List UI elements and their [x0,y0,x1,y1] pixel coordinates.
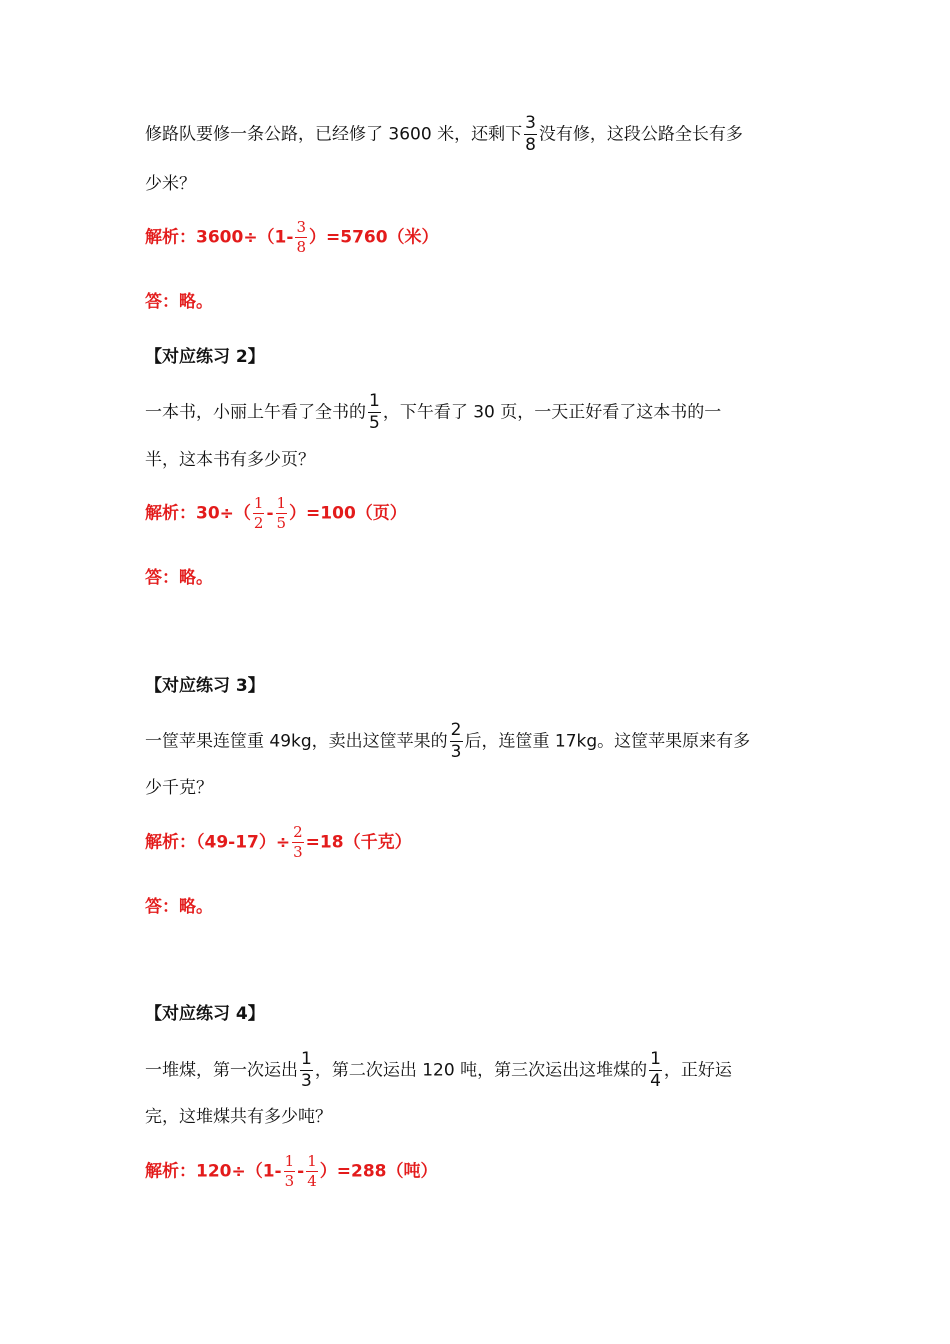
problem-3-question-line-1 [145,722,750,761]
problem-1-question-line-2: 少米？ [145,174,196,194]
fraction [295,220,307,255]
numerator: 2 [293,823,303,841]
fraction [292,825,304,860]
numerator: 3 [525,113,536,133]
fraction [524,115,537,154]
text: ，下午看了 30 页，一天正好看了这本书的一 [382,402,722,423]
denominator: 4 [307,1172,317,1190]
text: 一堆煤，第一次运出 [145,1060,298,1081]
denominator: 3 [301,1071,312,1091]
problem-2-answer: 答：略。 [145,568,213,588]
minus-sign: - [297,1161,305,1182]
denominator: 5 [369,413,380,433]
problem-4-question-line-1 [145,1051,732,1090]
numerator: 1 [301,1049,312,1069]
denominator: 3 [450,742,462,762]
text: 一本书，小丽上午看了全书的 [145,402,366,423]
fraction [306,1154,318,1189]
text: 解析：120÷（1- [145,1161,282,1182]
text: 解析：（49-17）÷ [145,832,291,853]
numerator: 3 [296,218,306,236]
fraction [284,1154,296,1189]
denominator: 4 [650,1071,661,1091]
numerator: 1 [284,1152,295,1170]
numerator: 1 [276,494,287,512]
problem-4-solution [145,1154,438,1189]
text: ）=100（页） [289,503,407,524]
problem-3-answer: 答：略。 [145,897,213,917]
denominator: 8 [296,238,306,256]
problem-2-question-line-1 [145,393,721,432]
fraction [276,496,288,531]
text: 后，连筐重 17kg。这筐苹果原来有多 [464,731,751,752]
denominator: 2 [253,514,264,532]
problem-4-question-line-2: 完，这堆煤共有多少吨？ [145,1107,332,1127]
fraction [253,496,265,531]
problem-3-heading: 【对应练习 3】 [145,676,265,696]
problem-2-question-line-2: 半，这本书有多少页？ [145,450,315,470]
problem-1-solution [145,220,439,255]
numerator: 1 [369,391,380,411]
problem-1-answer: 答：略。 [145,292,213,312]
fraction [300,1051,313,1090]
text: ）=288（吨） [319,1161,438,1182]
minus-sign: - [266,503,274,524]
denominator: 8 [525,135,536,155]
fraction [368,393,381,432]
fraction [649,1051,662,1090]
text: 没有修，这段公路全长有多 [538,124,743,145]
numerator: 1 [307,1152,317,1170]
text: 修路队要修一条公路，已经修了 3600 米，还剩下 [145,124,523,145]
problem-3-question-line-2: 少千克？ [145,778,213,798]
text: =18（千克） [305,832,412,853]
denominator: 5 [276,514,287,532]
text: 解析：3600÷（1- [145,227,294,248]
numerator: 2 [450,720,462,740]
text: ）=5760（米） [309,227,439,248]
problem-3-solution [145,825,412,860]
denominator: 3 [284,1172,295,1190]
text: ，正好运 [663,1060,732,1081]
problem-2-heading: 【对应练习 2】 [145,347,265,367]
numerator: 1 [253,494,264,512]
text: 解析：30÷（ [145,503,251,524]
numerator: 1 [650,1049,661,1069]
text: ，第二次运出 120 吨，第三次运出这堆煤的 [314,1060,648,1081]
text: 一筐苹果连筐重 49kg，卖出这筐苹果的 [145,731,448,752]
problem-4-heading: 【对应练习 4】 [145,1004,265,1024]
denominator: 3 [293,843,303,861]
fraction [450,722,463,761]
problem-1-question-line-1 [145,115,743,154]
problem-2-solution [145,496,407,531]
